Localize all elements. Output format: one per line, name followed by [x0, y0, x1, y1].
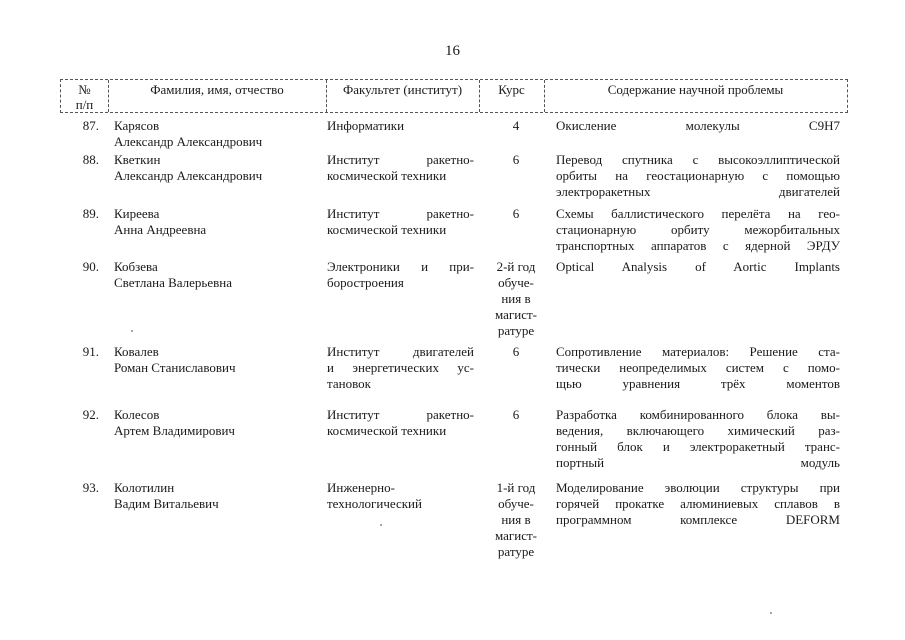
faculty-line: космической техники [327, 222, 447, 237]
row-number: 93. [82, 480, 99, 495]
faculty [327, 407, 474, 439]
course-line: магист- [495, 528, 537, 543]
person-name [114, 259, 314, 291]
scan-speck [380, 524, 382, 526]
course-line: 6 [512, 407, 520, 422]
person-name-line: Карясов [114, 118, 160, 133]
person-name-line: Светлана Валерьевна [114, 275, 232, 290]
course-line: ния в [501, 512, 531, 527]
faculty-line: тановок [327, 376, 371, 391]
course-line: 4 [512, 118, 520, 133]
header-faculty: Факультет (институт) [342, 82, 463, 97]
row-number: 91. [82, 344, 99, 359]
course-line: ратуре [497, 323, 535, 338]
faculty [327, 480, 474, 512]
course-line: ния в [501, 291, 531, 306]
person-name-line: Анна Андреевна [114, 222, 207, 237]
header-num [61, 80, 108, 112]
research-topic [556, 259, 840, 275]
course-line: 6 [512, 152, 520, 167]
course [488, 152, 544, 168]
row-number: 88. [82, 152, 99, 167]
faculty-line: Институт двигателей [327, 344, 474, 359]
research-topic-line: программном комплексе DEFORM [556, 512, 840, 527]
course-line: обуче- [498, 496, 534, 511]
research-topic-line: стационарную орбиту межорбитальных [556, 222, 840, 237]
research-topic-line: Окисление молекулы C9H7 [556, 118, 840, 133]
research-topic-line: щью уравнения трёх моментов [556, 376, 840, 391]
research-topic-line: ведения, включающего химический раз- [556, 423, 840, 438]
course-line: 6 [512, 206, 520, 221]
research-topic-line: Сопротивление материалов: Решение ста- [556, 344, 840, 359]
research-topic [556, 206, 840, 254]
person-name [114, 206, 314, 238]
faculty [327, 206, 474, 238]
course [488, 480, 544, 560]
research-topic-line: гонный блок и электроракетный транс- [556, 439, 840, 454]
research-topic-line: транспортных аппаратов с ядерной ЭРДУ [556, 238, 840, 253]
person-name-line: Киреева [114, 206, 160, 221]
person-name [114, 118, 314, 150]
faculty [327, 259, 474, 291]
person-name [114, 344, 314, 376]
person-name-line: Кобзева [114, 259, 158, 274]
faculty-line: Институт ракетно- [327, 407, 474, 422]
faculty-line: боростроения [327, 275, 404, 290]
research-topic [556, 480, 840, 528]
research-topic-line: Optical Analysis of Aortic Implants [556, 259, 840, 274]
person-name-line: Кветкин [114, 152, 161, 167]
person-name-line: Вадим Витальевич [114, 496, 219, 511]
faculty [327, 118, 474, 134]
header-topic: Содержание научной проблемы [607, 82, 784, 97]
course-line: обуче- [498, 275, 534, 290]
faculty-line: и энергетических ус- [327, 360, 474, 375]
faculty-line: Информатики [327, 118, 405, 133]
header-name: Фамилия, имя, отчество [150, 82, 284, 97]
person-name [114, 407, 314, 439]
person-name-line: Колотилин [114, 480, 175, 495]
course-line: магист- [495, 307, 537, 322]
faculty-line: Электроники и при- [327, 259, 474, 274]
faculty-line: Инженерно- [327, 480, 395, 495]
research-topic [556, 407, 840, 471]
research-topic-line: Перевод спутника с высокоэллиптической [556, 152, 840, 167]
research-topic-line: тически неопределимых систем с помо- [556, 360, 840, 375]
research-topic-line: электроракетных двигателей [556, 184, 840, 199]
course-line: 6 [512, 344, 520, 359]
research-topic-line: Разработка комбинированного блока вы- [556, 407, 840, 422]
faculty-line: космической техники [327, 423, 447, 438]
course [488, 407, 544, 423]
research-topic [556, 118, 840, 134]
table-header [60, 79, 848, 113]
faculty-line: технологический [327, 496, 422, 511]
person-name [114, 152, 314, 184]
research-topic [556, 344, 840, 392]
course-line: ратуре [497, 544, 535, 559]
course-line: 1-й год [496, 480, 536, 495]
research-topic-line: Схемы баллистического перелёта на гео- [556, 206, 840, 221]
research-topic-line: Моделирование эволюции структуры при [556, 480, 840, 495]
row-number: 87. [82, 118, 99, 133]
course [488, 206, 544, 222]
research-topic-line: орбиты на геостационарную с помощью [556, 168, 840, 183]
person-name-line: Артем Владимирович [114, 423, 235, 438]
person-name-line: Александр Александрович [114, 168, 263, 183]
faculty [327, 344, 474, 392]
row-number: 89. [82, 206, 99, 221]
header-num-line2: п/п [75, 97, 94, 112]
faculty [327, 152, 474, 184]
person-name-line: Александр Александрович [114, 134, 263, 149]
faculty-line: Институт ракетно- [327, 152, 474, 167]
person-name [114, 480, 314, 512]
research-topic-line: горячей прокатке алюминиевых сплавов в [556, 496, 840, 511]
course-line: 2-й год [496, 259, 536, 274]
row-number: 90. [82, 259, 99, 274]
course [488, 344, 544, 360]
faculty-line: Институт ракетно- [327, 206, 474, 221]
header-num-line1: № [78, 82, 91, 97]
page-number: 16 [445, 43, 460, 59]
header-course: Курс [498, 82, 525, 97]
research-topic-line: портный модуль [556, 455, 840, 470]
row-number: 92. [82, 407, 99, 422]
scan-speck [131, 330, 133, 332]
research-topic [556, 152, 840, 200]
course [488, 259, 544, 339]
person-name-line: Роман Станиславович [114, 360, 236, 375]
scan-speck [770, 612, 772, 614]
faculty-line: космической техники [327, 168, 447, 183]
person-name-line: Колесов [114, 407, 160, 422]
person-name-line: Ковалев [114, 344, 159, 359]
course [488, 118, 544, 134]
